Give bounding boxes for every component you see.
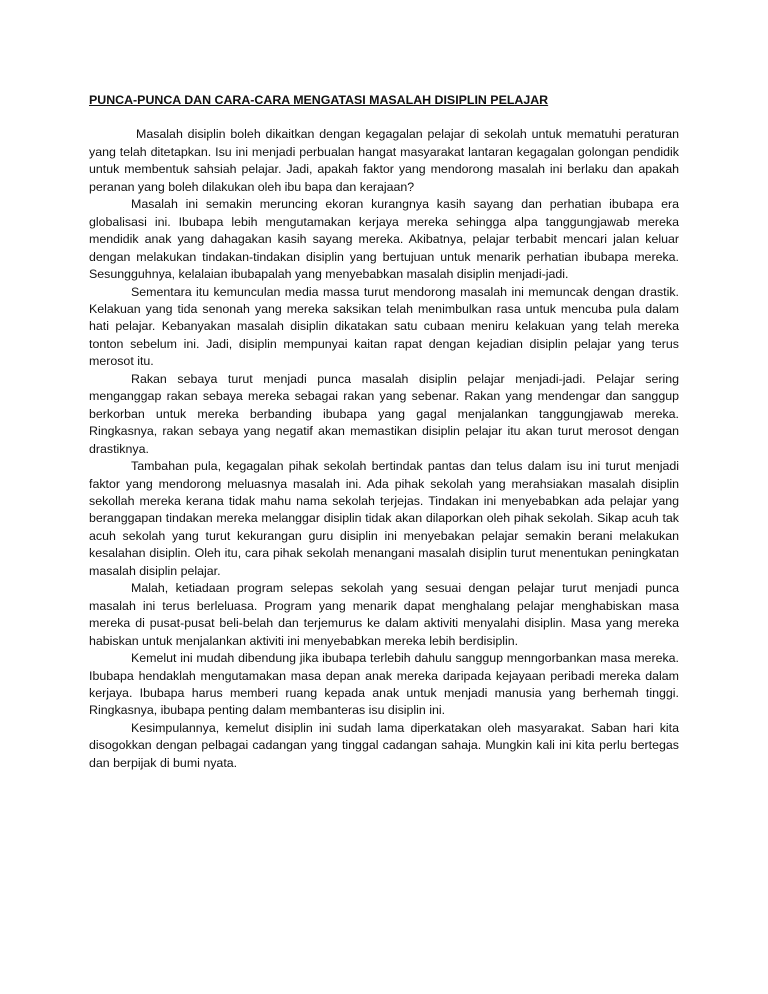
paragraph-conclusion: Kesimpulannya, kemelut disiplin ini sudah lama diperkatakan oleh masyarakat. Saban hari kita disogokkan dengan pelbagai cadangan yang tinggal cadangan sahaja. Mungkin kali ini kita perlu bertegas dan berpijak di bumi nyata. xyxy=(89,720,679,770)
paragraph-media: Sementara itu kemunculan media massa turut mendorong masalah ini memuncak dengan drastik. Kelakuan yang tida senonah yang mereka saksikan telah menimbulkan rasa untuk mencuba pula dalam hati pelajar. Kebanyakan masalah disiplin dikatakan satu cubaan meniru kelakuan yang telah mereka tonton sebelum ini. Jadi, disiplin mempunyai kaitan rapat dengan kejadian disiplin pelajar yang terus merosot itu. xyxy=(89,284,679,369)
document-title: PUNCA-PUNCA DAN CARA-CARA MENGATASI MASALAH DISIPLIN PELAJAR xyxy=(89,93,549,107)
document-body xyxy=(89,92,679,772)
paragraph-parents: Masalah ini semakin meruncing ekoran kurangnya kasih sayang dan perhatian ibubapa era globalisasi ini. Ibubapa lebih mengutamakan kerjaya mereka sehingga alpa tanggungjawab mereka mendidik anak yang dahagakan kasih sayang mereka. Akibatnya, pelajar terbabit mencari jalan keluar dengan melakukan tindakan-tindakan disiplin yang bertujuan untuk menarik perhatian ibubapa mereka. Sesungguhnya, kelalaian ibubapalah yang menyebabkan masalah disiplin menjadi-jadi. xyxy=(89,197,679,282)
paragraph-programs: Malah, ketiadaan program selepas sekolah yang sesuai dengan pelajar turut menjadi punca masalah ini terus berleluasa. Program yang menarik dapat menghalang pelajar menghabiskan masa mereka di pusat-pusat beli-belah dan terjemurus ke dalam aktiviti menyalahi disiplin. Masa yang mereka habiskan untuk menjalankan aktiviti ini menyebabkan mereka lebih berdisiplin. xyxy=(89,581,679,648)
paragraph-peers: Rakan sebaya turut menjadi punca masalah disiplin pelajar menjadi-jadi. Pelajar sering menganggap rakan sebaya mereka sebagai rakan yang sebenar. Rakan yang mendengar dan sanggup berkorban untuk mereka berbanding ibubapa yang gagal menjalankan tanggungjawab mereka. Ringkasnya, rakan sebaya yang negatif akan memastikan disiplin pelajar itu akan turut merosot dengan drastiknya. xyxy=(89,371,679,456)
paragraph-school: Tambahan pula, kegagalan pihak sekolah bertindak pantas dan telus dalam isu ini turut menjadi faktor yang mendorong meluasnya masalah ini. Ada pihak sekolah yang merahsiakan masalah disiplin sekollah mereka kerana tidak mahu nama sekolah terjejas. Tindakan ini menyebabkan ada pelajar yang beranggapan tindakan mereka melanggar disiplin tidak akan dilaporkan oleh pihak sekolah. Sikap acuh tak acuh sekolah yang turut kekurangan guru disiplin ini menyebakan pelajar semakin berani melakukan kesalahan disiplin. Oleh itu, cara pihak sekolah menangani masalah disiplin turut menentukan peningkatan masalah disiplin pelajar. xyxy=(89,459,679,578)
paragraph-intro: Masalah disiplin boleh dikaitkan dengan kegagalan pelajar di sekolah untuk mematuhi peraturan yang telah ditetapkan. Isu ini menjadi perbualan hangat masyarakat lantaran kegagalan golongan pendidik untuk membentuk sahsiah pelajar. Jadi, apakah faktor yang mendorong masalah ini berlaku dan apakah peranan yang boleh dilakukan oleh ibu bapa dan kerajaan? xyxy=(89,127,679,194)
paragraph-solution-parents: Kemelut ini mudah dibendung jika ibubapa terlebih dahulu sanggup menngorbankan masa mereka. Ibubapa hendaklah mengutamakan masa depan anak mereka daripada kejayaan peribadi mereka dalam kerjaya. Ibubapa harus memberi ruang kepada anak untuk menjadi manusia yang berhemah tinggi. Ringkasnya, ibubapa penting dalam membanteras isu disiplin ini. xyxy=(89,651,679,718)
